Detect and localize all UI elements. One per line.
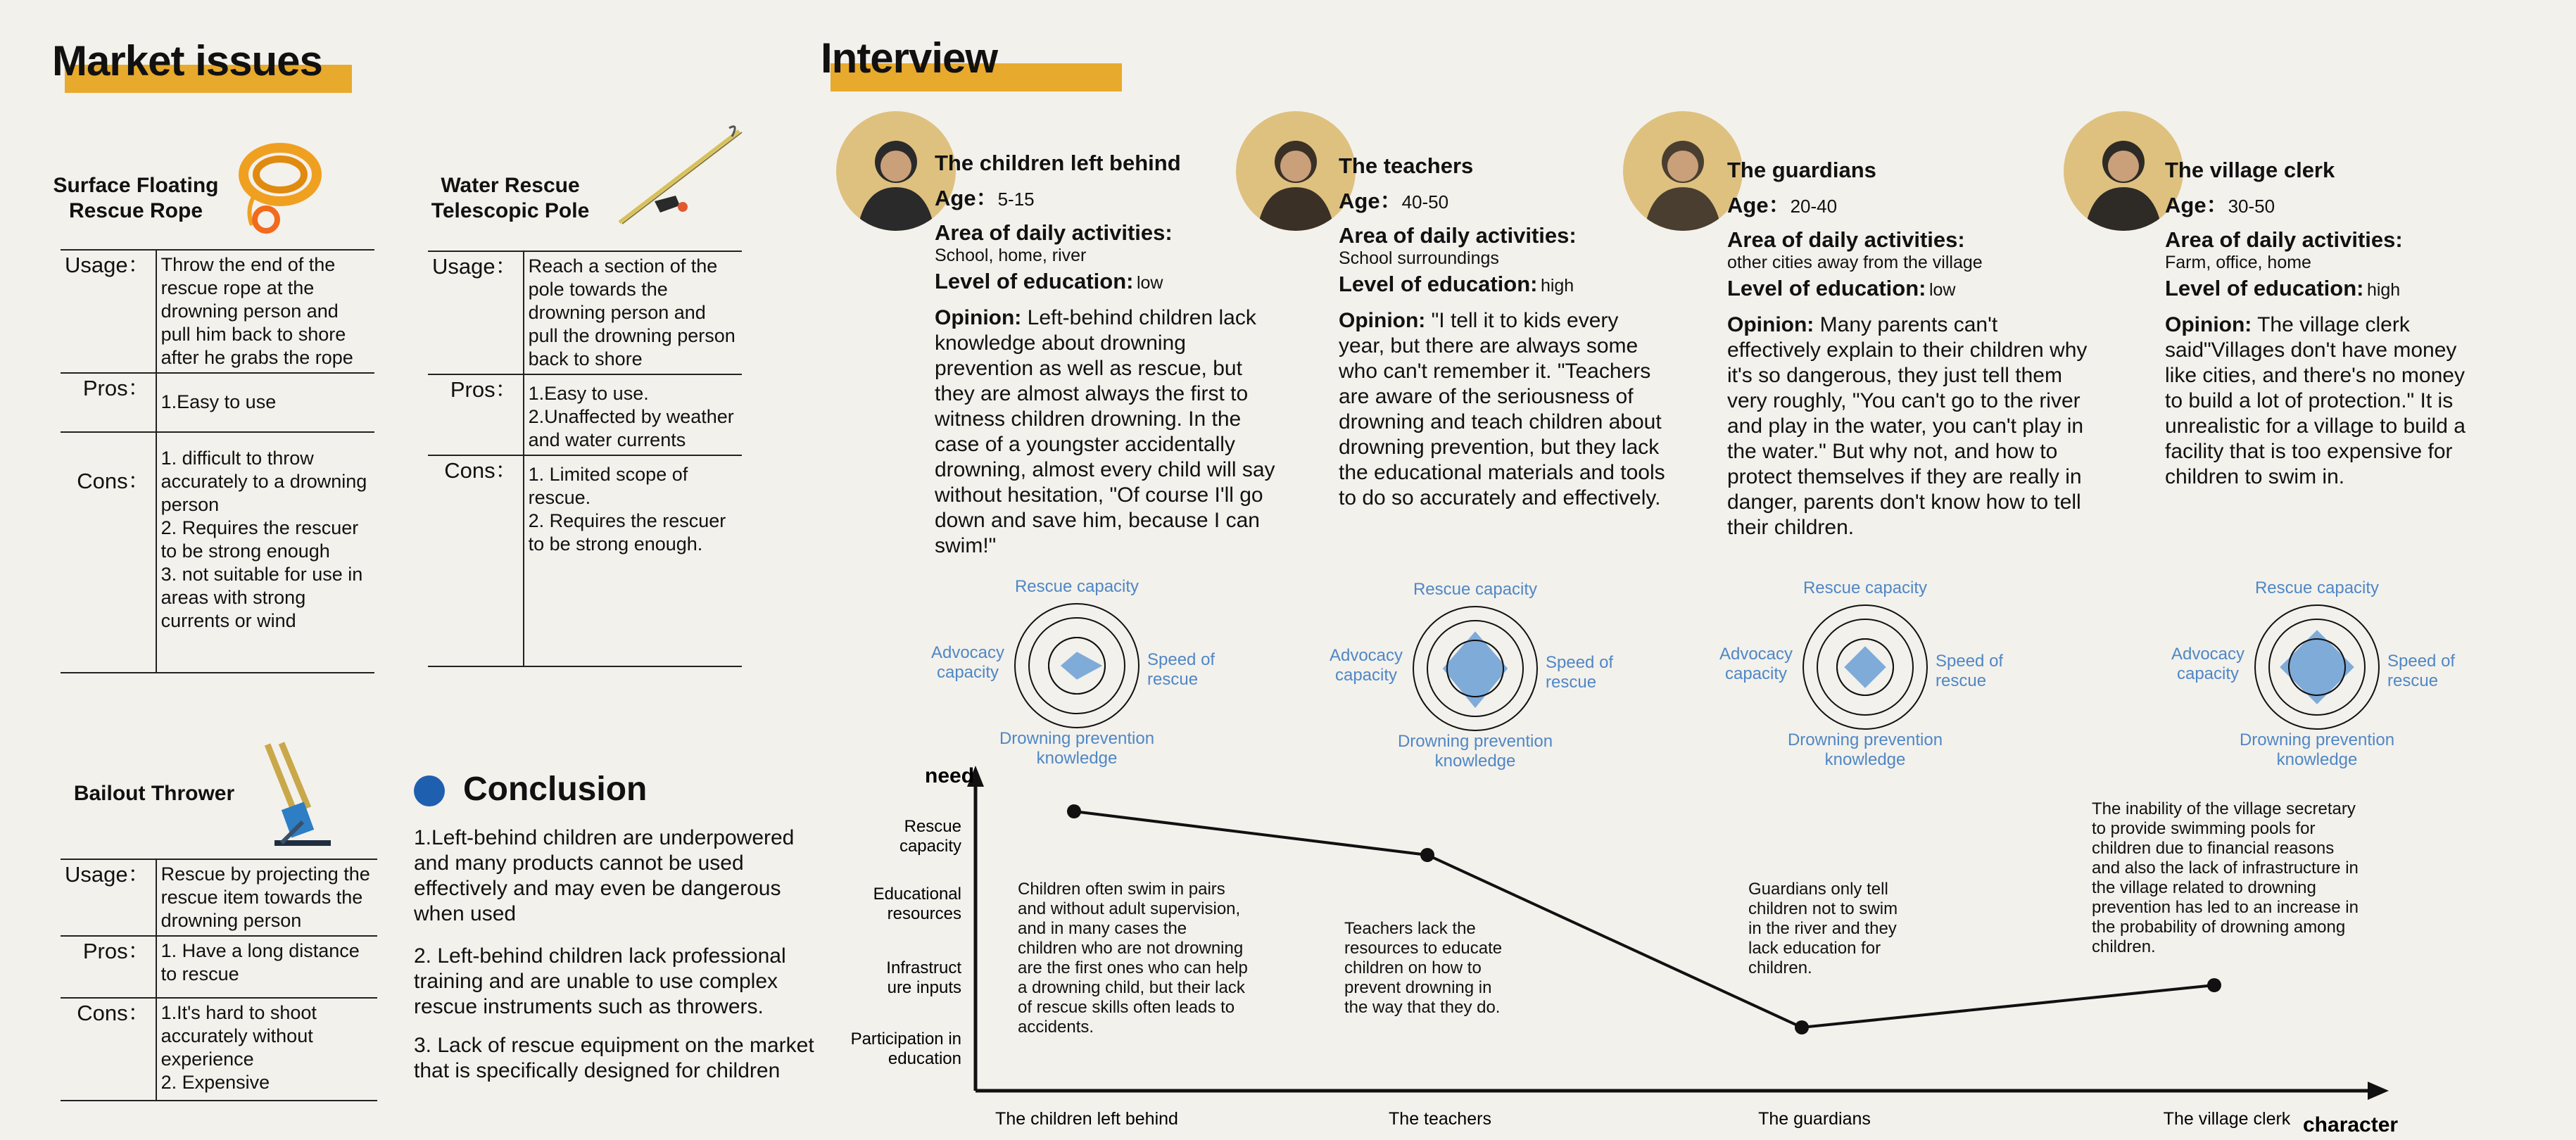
usage-label: Usage： — [61, 859, 156, 936]
education-value: high — [2366, 280, 2401, 300]
data-point — [1067, 804, 1081, 818]
conclusion-point: 1.Left-behind children are underpowered and many products cannot be used effectively and may even be dangerous when used — [414, 826, 795, 925]
age-label: Age： — [935, 186, 998, 210]
cons-item: 1. difficult to throw accurately to a drowning person — [160, 448, 367, 515]
product-name: Surface Floating Rescue Rope — [53, 174, 219, 222]
education-label: Level of education: — [2165, 276, 2364, 300]
pros-label: Pros： — [428, 374, 524, 455]
cons-label: Cons： — [428, 455, 524, 666]
pros-item: 1.Easy to use. — [528, 383, 649, 404]
chart-annotation — [1748, 880, 1910, 1133]
radar-label-knowledge: Drowning prevention knowledge — [1397, 732, 1553, 771]
radar-label-advocacy: Advocacy capacity — [930, 643, 1005, 682]
area-value: School, home, river — [935, 246, 1087, 265]
age-label: Age： — [1727, 193, 1791, 217]
radar-label-advocacy: Advocacy capacity — [2171, 645, 2245, 683]
opinion-label: Opinion: — [1727, 313, 1814, 336]
cons-item: 1.It's hard to shoot accurately without experience — [160, 1002, 317, 1070]
pros-item: 2.Unaffected by weather and water currents — [528, 406, 734, 450]
x-axis-arrow — [2368, 1082, 2389, 1100]
x-tick-label: The children left behind — [995, 1109, 1178, 1129]
education-label: Level of education: — [1339, 272, 1538, 296]
x-tick-label: The teachers — [1389, 1109, 1491, 1129]
conclusion-point: 2. Left-behind children lack professional training and are unable to use complex rescue instruments such as throwers. — [414, 944, 786, 1018]
annotation-text: Teachers lack the resources to educate children on how to prevent drowning in the way that they do. — [1344, 919, 1503, 1017]
cons-label: Cons： — [61, 998, 156, 1101]
annotation-text: Children often swim in pairs and without adult supervision, and in many cases the children who are not drowning are the first ones who can help a drowning child, but their lack of rescue skills often leads to accidents. — [1018, 880, 1248, 1037]
usage-label: Usage： — [61, 250, 156, 373]
radar-label-speed: Speed of rescue — [1147, 650, 1216, 689]
usage-text: Throw the end of the rescue rope at the drowning person and pull him back to shore after he grabs the rope — [160, 254, 353, 368]
y-tick-label: Educational resources — [873, 885, 961, 923]
age-value: 5-15 — [997, 189, 1035, 210]
opinion-text: Many parents can't effectively explain to their children why it's so dangerous, they just tell them very roughly, "You can't go to the river and play in the water, you can't play in the water." But why not, and how to protect themselves if they are really in danger, parents don't know how to tell their children. — [1727, 313, 2088, 539]
conclusion-title: Conclusion — [463, 771, 648, 808]
age-value: 20-40 — [1790, 196, 1838, 217]
x-tick-label: The village clerk — [2163, 1109, 2291, 1129]
x-tick-label: The guardians — [1758, 1109, 1871, 1129]
interview-title: Interview — [821, 34, 998, 82]
opinion-text: "I tell it to kids every year, but there are always some who can't remember it. "Teachers are aware of the seriousness of drowning and teach children about drowning prevention, but they lack the educational materials and tools to do so accurately and effectively. — [1339, 309, 1665, 509]
radar-label-rescue: Rescue capacity — [1014, 577, 1139, 596]
person-name: The children left behind — [935, 151, 1181, 175]
radar-label-rescue: Rescue capacity — [1802, 578, 1928, 597]
y-tick-label: Participation in education — [850, 1030, 961, 1068]
area-label: Area of daily activities: — [2165, 227, 2403, 252]
conclusion-point: 3. Lack of rescue equipment on the market that is specifically designed for children — [414, 1034, 814, 1082]
opinion-text: Left-behind children lack knowledge about drowning prevention as well as rescue, but they are almost always the first to witness children drowning. In the case of a youngster accidentally drowning, almost every child will say without hesitation, "Of course I'll go down and save him, because I can swim!" — [935, 306, 1275, 557]
y-axis-label: need — [925, 764, 975, 787]
radar-label-knowledge: Drowning prevention knowledge — [999, 729, 1155, 768]
cons-item: 2. Expensive — [160, 1072, 270, 1093]
age-label: Age： — [1339, 189, 1402, 213]
y-tick-label: Infrastruct ure inputs — [886, 958, 961, 997]
radar-label-rescue: Rescue capacity — [2254, 578, 2380, 597]
opinion-text: The village clerk said"Villages don't have money like cities, and there's no money to build a lot of protection." It is unrealistic for a village to build a facility that is too expensive for children to swim in. — [2165, 313, 2465, 488]
radar-label-rescue: Rescue capacity — [1413, 580, 1538, 599]
usage-label: Usage： — [428, 251, 524, 374]
cons-label: Cons： — [61, 432, 156, 673]
opinion-label: Opinion: — [2165, 313, 2252, 336]
radar-label-knowledge: Drowning prevention knowledge — [2239, 730, 2395, 769]
chart-annotation — [2092, 799, 2359, 1053]
age-label: Age： — [2165, 193, 2228, 217]
person-name: The guardians — [1727, 158, 1876, 182]
radar-label-speed: Speed of rescue — [1546, 653, 1614, 692]
radar-label-speed: Speed of rescue — [2387, 652, 2456, 690]
x-axis-label: character — [2303, 1113, 2399, 1136]
product-name: Bailout Thrower — [73, 782, 235, 805]
age-value: 40-50 — [1401, 191, 1449, 213]
data-point — [1420, 848, 1434, 862]
cons-item: 2. Requires the rescuer to be strong enough — [160, 517, 359, 562]
education-value: low — [1136, 273, 1163, 293]
area-label: Area of daily activities: — [1339, 223, 1577, 248]
usage-text: Rescue by projecting the rescue item towards the drowning person — [160, 863, 370, 931]
education-value: low — [1928, 280, 1956, 300]
area-value: Farm, office, home — [2165, 253, 2311, 272]
cons-item: 1. Limited scope of rescue. — [528, 464, 688, 508]
area-label: Area of daily activities: — [1727, 227, 1965, 252]
education-label: Level of education: — [935, 269, 1134, 293]
opinion-label: Opinion: — [935, 306, 1022, 329]
usage-text: Reach a section of the pole towards the drowning person and pull the drowning person back to shore — [528, 255, 735, 369]
pros-text: 1.Easy to use — [160, 391, 277, 412]
opinion-label: Opinion: — [1339, 309, 1426, 332]
cons-item: 3. not suitable for use in areas with strong currents or wind — [160, 564, 363, 631]
product-name: Water Rescue Telescopic Pole — [431, 174, 590, 222]
area-value: other cities away from the village — [1727, 253, 1983, 272]
market-title: Market issues — [52, 37, 322, 84]
pros-label: Pros： — [61, 373, 156, 432]
radar-label-advocacy: Advocacy capacity — [1719, 645, 1793, 683]
pros-text: 1. Have a long distance to rescue — [160, 940, 360, 984]
radar-label-knowledge: Drowning prevention knowledge — [1787, 730, 1943, 769]
education-value: high — [1540, 276, 1574, 296]
pros-label: Pros： — [61, 936, 156, 998]
radar-label-advocacy: Advocacy capacity — [1329, 646, 1403, 685]
radar-label-speed: Speed of rescue — [1936, 652, 2004, 690]
chart-annotation — [1018, 880, 1250, 1133]
person-name: The teachers — [1339, 153, 1474, 178]
cons-item: 2. Requires the rescuer to be strong enough. — [528, 510, 726, 555]
person-name: The village clerk — [2165, 158, 2335, 182]
area-value: School surroundings — [1339, 248, 1499, 268]
annotation-text: Guardians only tell children not to swim in the river and they lack education for children. — [1748, 880, 1898, 977]
age-value: 30-50 — [2228, 196, 2275, 217]
education-label: Level of education: — [1727, 276, 1926, 300]
y-tick-label: Rescue capacity — [899, 817, 961, 856]
area-label: Area of daily activities: — [935, 220, 1173, 245]
chart-annotation — [1344, 919, 1506, 1140]
annotation-text: The inability of the village secretary to provide swimming pools for children due to financial reasons and also the lack of infrastructure in the village related to drowning prevention has led to an increase in the probability of drowning among children. — [2092, 799, 2359, 956]
